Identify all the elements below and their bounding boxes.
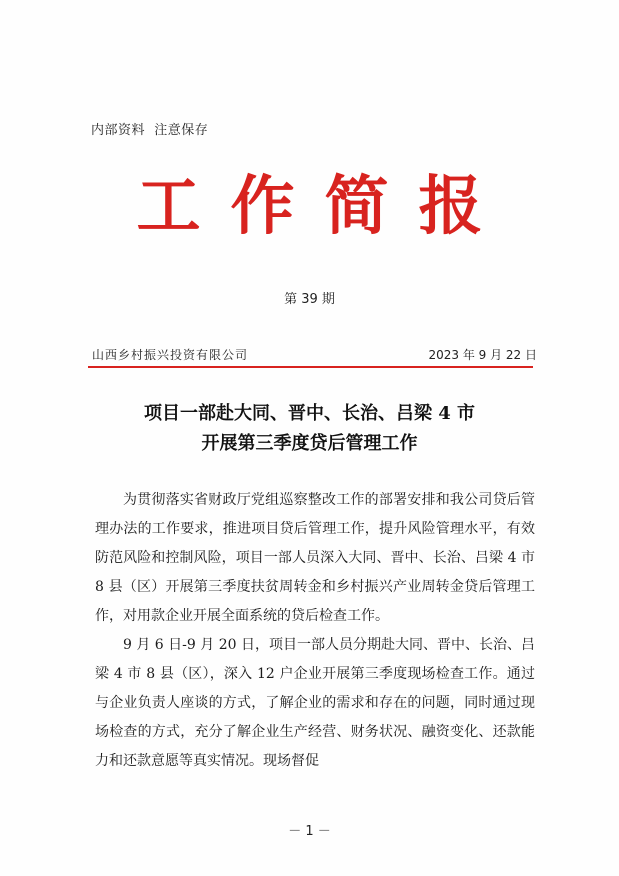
issue-number: 第 39 期 [284, 292, 335, 307]
article-title [0, 399, 619, 459]
masthead-title: 工作简报 [136, 169, 513, 244]
article-body [95, 486, 535, 776]
article-paragraph-2: 9 月 6 日-9 月 20 日，项目一部人员分期赴大同、晋中、长治、吕梁 4 市 8 县（区），深入 12 户企业开展第三季度现场检查工作。通过与企业负责人座谈的方式，了解企业的需求和存在的问题，同时通过现场检查的方式，充分了解企业生产经营、财务状况、融资变化、还款能力和还款意愿等真实情况。现场督促 [95, 637, 535, 769]
page-number: － 1 － [288, 824, 331, 839]
red-divider-rule [88, 366, 533, 368]
publish-date: 2023 年 9 月 22 日 [428, 348, 537, 362]
article-title-line-2: 开展第三季度贷后管理工作 [201, 433, 418, 454]
confidential-label: 内部资料 注意保存 [91, 123, 209, 138]
article-title-line-1: 项目一部赴大同、晋中、长治、吕梁 4 市 [143, 403, 476, 424]
article-paragraph-1: 为贯彻落实省财政厅党组巡察整改工作的部署安排和我公司贷后管理办法的工作要求，推进项目贷后管理工作，提升风险管理水平，有效防范风险和控制风险，项目一部人员深入大同、晋中、长治、吕梁 4 市 8 县（区）开展第三季度扶贫周转金和乡村振兴产业周转金贷后管理工作，对用款企业开展全面系统的贷后检查工作。 [95, 492, 535, 624]
publisher-organization: 山西乡村振兴投资有限公司 [92, 348, 249, 362]
